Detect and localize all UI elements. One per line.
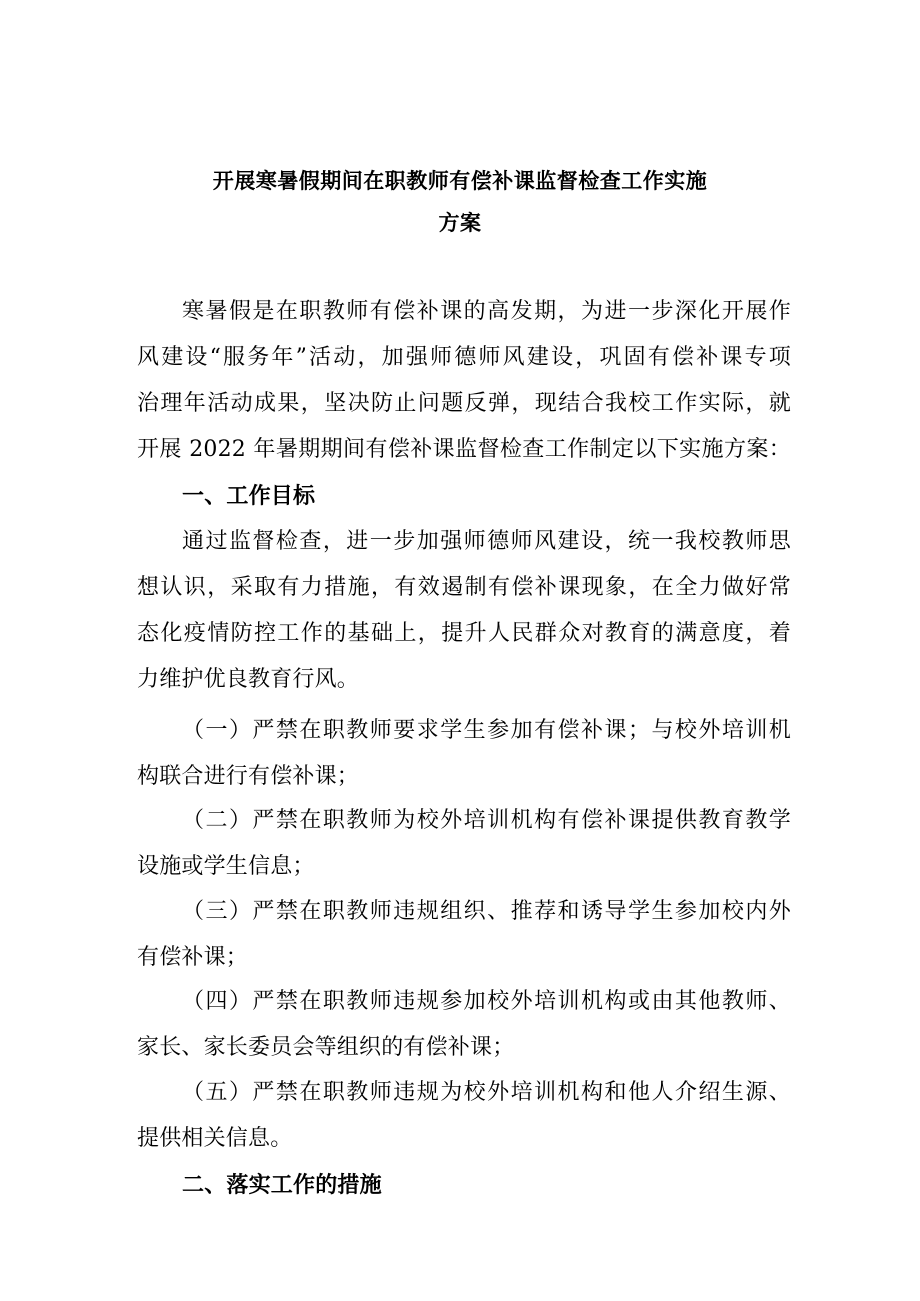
document-title-line-1: 开展寒暑假期间在职教师有偿补课监督检查工作实施 xyxy=(212,168,708,193)
section-1-line-3: 态化疫情防控工作的基础上，提升人民群众对教育的满意度，着 xyxy=(137,621,791,646)
intro-line-4: 开展 2022 年暑期期间有偿补课监督检查工作制定以下实施方案： xyxy=(137,437,791,462)
item-3-line-2: 有偿补课； xyxy=(137,945,249,970)
item-2-line-2: 设施或学生信息； xyxy=(137,854,315,879)
item-1-line-2: 构联合进行有偿补课； xyxy=(137,764,360,789)
section-1-line-2: 想认识，采取有力措施，有效遏制有偿补课现象，在全力做好常 xyxy=(137,575,791,600)
item-5-line-1: （五）严禁在职教师违规为校外培训机构和他人介绍生源、 xyxy=(182,1080,791,1105)
intro-line-2: 风建设“服务年”活动，加强师德师风建设，巩固有偿补课专项 xyxy=(137,345,791,370)
item-2-line-1: （二）严禁在职教师为校外培训机构有偿补课提供教育教学 xyxy=(182,808,791,833)
intro-line-3: 治理年活动成果，坚决防止问题反弹，现结合我校工作实际，就 xyxy=(137,391,791,416)
item-4-line-2: 家长、家长委员会等组织的有偿补课； xyxy=(137,1035,515,1060)
item-1-line-1: （一）严禁在职教师要求学生参加有偿补课；与校外培训机 xyxy=(182,718,791,743)
item-4-line-1: （四）严禁在职教师违规参加校外培训机构或由其他教师、 xyxy=(182,989,791,1014)
section-1-line-4: 力维护优良教育行风。 xyxy=(137,667,360,692)
intro-line-1: 寒暑假是在职教师有偿补课的高发期，为进一步深化开展作 xyxy=(182,299,791,324)
section-1-heading: 一、工作目标 xyxy=(182,483,316,509)
document-title-line-2: 方案 xyxy=(438,210,482,235)
section-1-line-1: 通过监督检查，进一步加强师德师风建设，统一我校教师思 xyxy=(182,529,791,554)
section-2-heading: 二、落实工作的措施 xyxy=(182,1172,382,1198)
item-5-line-2: 提供相关信息。 xyxy=(137,1126,293,1151)
item-3-line-1: （三）严禁在职教师违规组织、推荐和诱导学生参加校内外 xyxy=(182,899,791,924)
